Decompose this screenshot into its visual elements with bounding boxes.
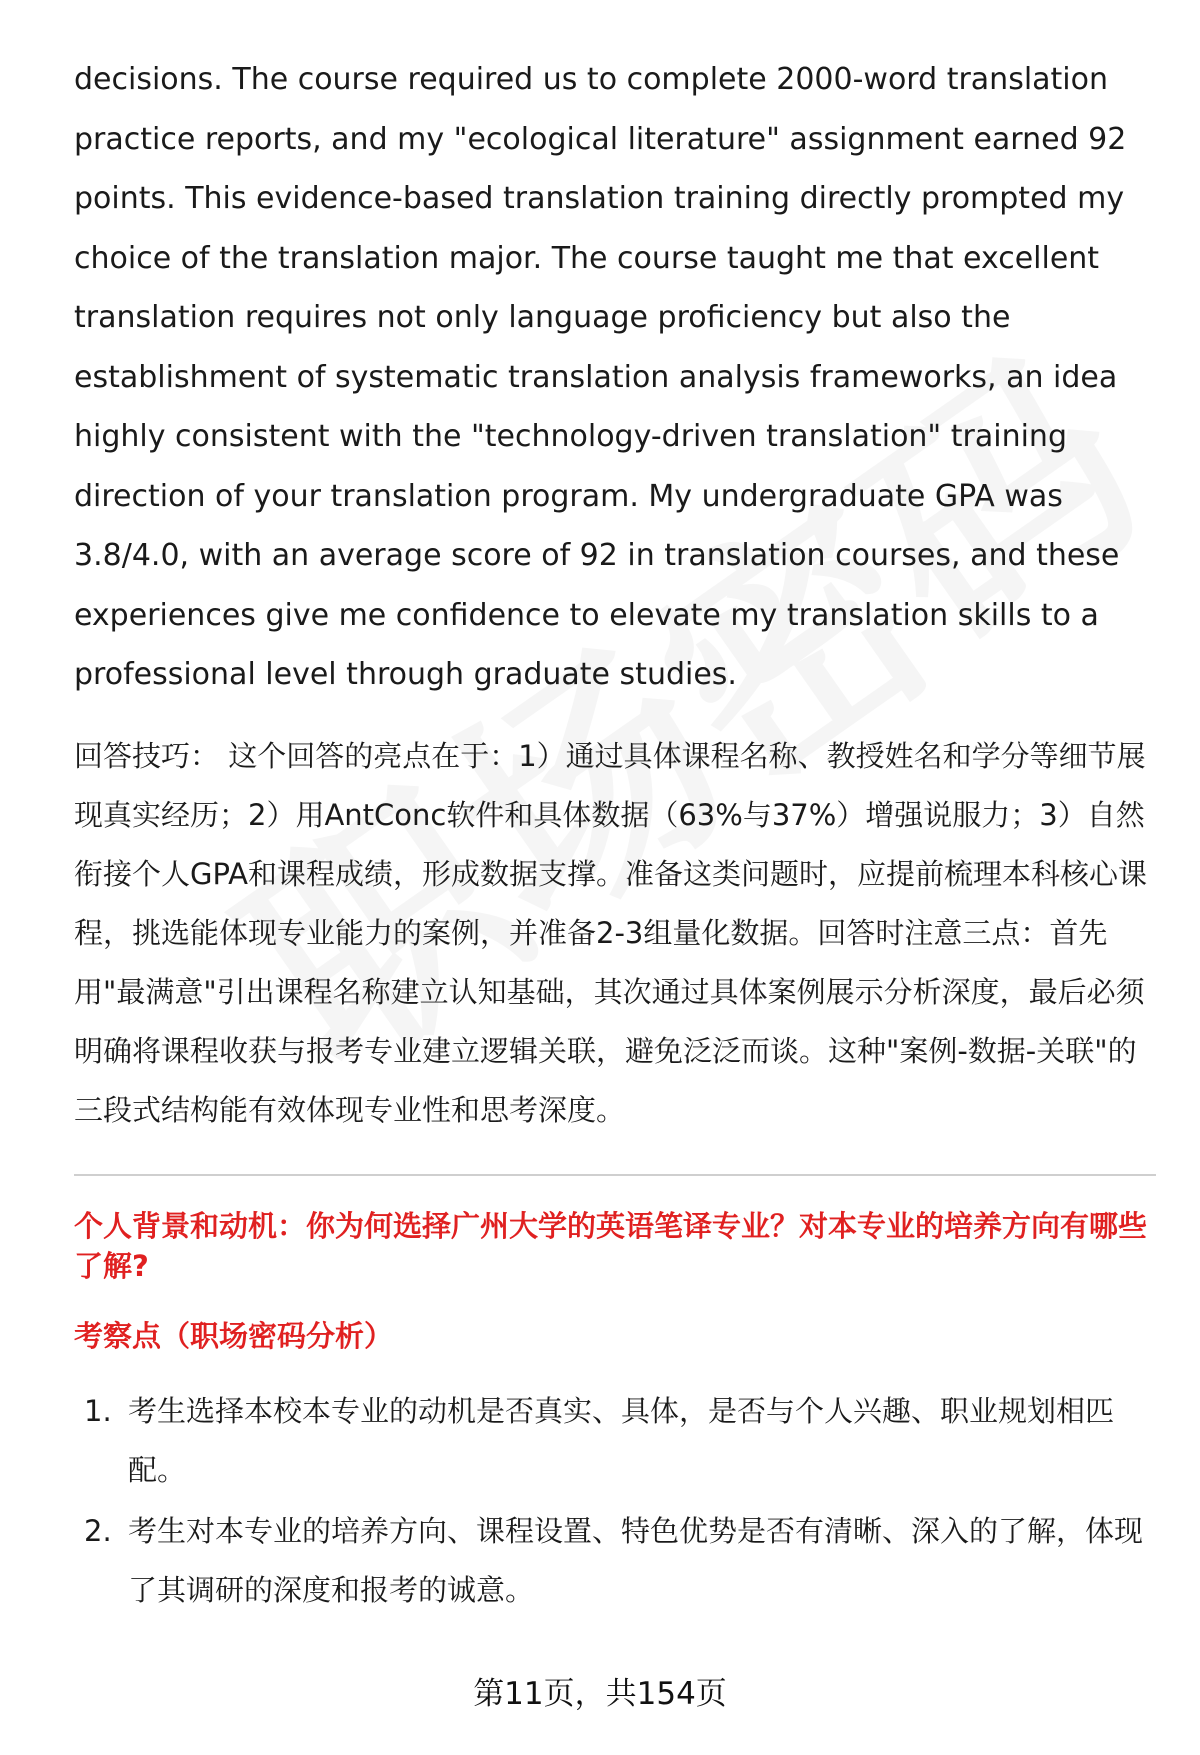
focus-points-list [74,1382,1156,1620]
page-number-footer: 第11页，共154页 [473,1676,727,1712]
document-page [74,50,1156,1622]
section-divider [74,1174,1156,1176]
list-item-text: 考生对本专业的培养方向、课程设置、特色优势是否有清晰、深入的了解，体现了其调研的深度和报考的诚意。 [128,1513,1144,1607]
list-item [74,1502,1156,1620]
list-item [74,1382,1156,1500]
answer-tips-paragraph: 回答技巧： 这个回答的亮点在于：1）通过具体课程名称、教授姓名和学分等细节展现真实经历；2）用AntConc软件和具体数据（63%与37%）增强说服力；3）自然衔接个人GPA和课程成绩，形成数据支撑。准备这类问题时，应提前梳理本科核心课程，挑选能体现专业能力的案例，并准备2-3组量化数据。回答时注意三点：首先用"最满意"引出课程名称建立认知基础，其次通过具体案例展示分析深度，最后必须明确将课程收获与报考专业建立逻辑关联，避免泛泛而谈。这种"案例-数据-关联"的三段式结构能有效体现专业性和思考深度。 [74,738,1147,1127]
list-item-number: 2. [84,1513,112,1548]
list-item-text: 考生选择本校本专业的动机是否真实、具体，是否与个人兴趣、职业规划相匹配。 [128,1393,1115,1487]
focus-points-heading: 考察点（职场密码分析） [74,1318,394,1353]
english-answer-paragraph: decisions. The course required us to complete 2000-word translation practice reports, and my "ecological literature" assignment earned 92 points. This evidence-based translation training directly prompted my choice of the translation major. The course taught me that excellent translation requires not only language proficiency but also the establishment of systematic translation analysis frameworks, an idea highly consistent with the "technology-driven translation" training direction of your translation program. My undergraduate GPA was 3.8/4.0, with an average score of 92 in translation courses, and these experiences give me confidence to elevate my translation skills to a professional level through graduate studies. [74,62,1127,692]
question-title: 个人背景和动机：你为何选择广州大学的英语笔译专业？对本专业的培养方向有哪些了解? [74,1208,1148,1283]
list-item-number: 1. [84,1393,112,1428]
